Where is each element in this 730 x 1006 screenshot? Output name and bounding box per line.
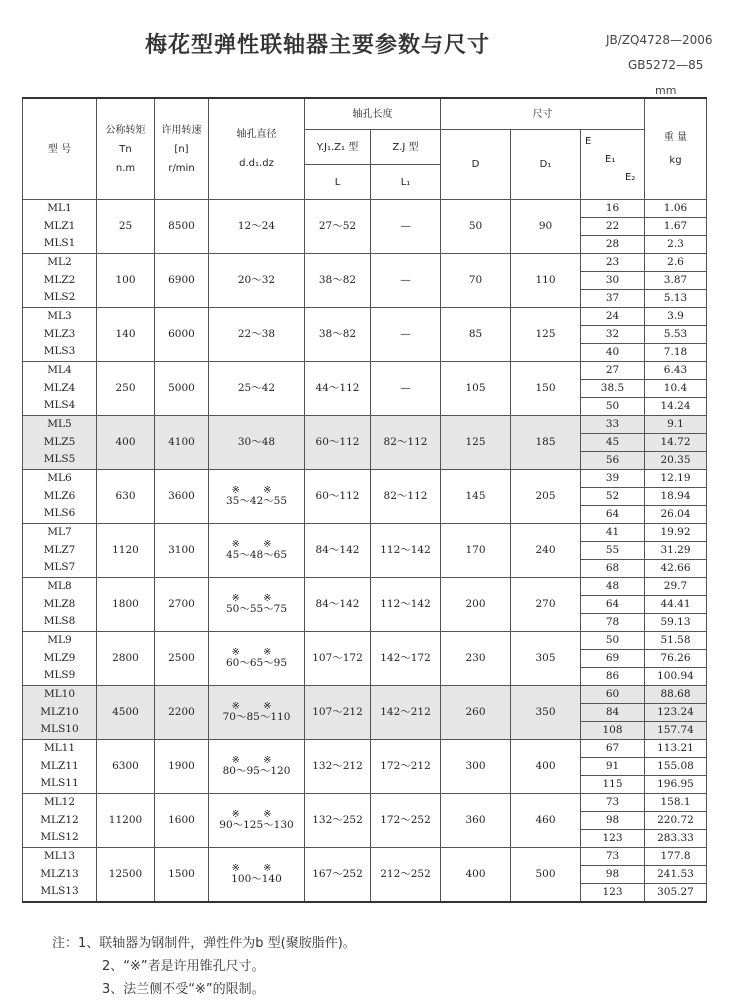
weight-cell: 1.06	[645, 200, 707, 218]
weight-cell: 31.29	[645, 542, 707, 560]
length-l1-cell: 112～142	[371, 578, 441, 632]
table-row	[23, 794, 707, 812]
weight-cell: 2.3	[645, 236, 707, 254]
model-cell: MLS2	[23, 290, 97, 308]
torque-cell: 11200	[97, 794, 155, 848]
dim-e-cell: 50	[581, 398, 645, 416]
dim-d-cell: 145	[441, 470, 511, 524]
length-l-cell: 84～142	[305, 578, 371, 632]
speed-cell: 2500	[155, 632, 209, 686]
dim-e-cell: 98	[581, 866, 645, 884]
weight-cell: 18.94	[645, 488, 707, 506]
spec-table-body	[23, 200, 707, 903]
model-cell: MLS12	[23, 830, 97, 848]
dim-d1-cell: 460	[511, 794, 581, 848]
bore-cell	[209, 794, 305, 848]
weight-cell: 12.19	[645, 470, 707, 488]
model-cell: MLS8	[23, 614, 97, 632]
header-e	[581, 130, 645, 200]
dim-d-cell: 230	[441, 632, 511, 686]
model-cell: ML10	[23, 686, 97, 704]
header-bore-label: 轴孔直径	[236, 129, 277, 140]
dim-e-cell: 73	[581, 794, 645, 812]
dim-e-cell: 115	[581, 776, 645, 794]
table-row	[23, 470, 707, 488]
speed-cell: 8500	[155, 200, 209, 254]
length-l1-cell: 82～112	[371, 416, 441, 470]
weight-cell: 2.6	[645, 254, 707, 272]
dim-d-cell: 50	[441, 200, 511, 254]
length-l1-cell: 172～212	[371, 740, 441, 794]
model-cell: MLS11	[23, 776, 97, 794]
model-cell: MLS7	[23, 560, 97, 578]
dim-e-cell: 69	[581, 650, 645, 668]
weight-cell: 5.53	[645, 326, 707, 344]
weight-cell: 14.24	[645, 398, 707, 416]
dim-e-cell: 108	[581, 722, 645, 740]
model-cell: ML9	[23, 632, 97, 650]
weight-cell: 100.94	[645, 668, 707, 686]
bore-cell: 25～42	[209, 362, 305, 416]
dim-e-cell: 64	[581, 506, 645, 524]
length-l-cell: 60～112	[305, 470, 371, 524]
speed-cell: 3600	[155, 470, 209, 524]
model-cell: ML11	[23, 740, 97, 758]
weight-cell: 44.41	[645, 596, 707, 614]
dim-e-cell: 50	[581, 632, 645, 650]
bore-value: 50～55～75	[225, 603, 288, 616]
weight-cell: 9.1	[645, 416, 707, 434]
header-d1: D₁	[511, 130, 581, 200]
torque-cell: 1120	[97, 524, 155, 578]
model-cell: MLS5	[23, 452, 97, 470]
taper-bore-mark: ※ ※	[231, 539, 282, 551]
model-cell: ML1	[23, 200, 97, 218]
model-cell: MLZ5	[23, 434, 97, 452]
model-cell: ML5	[23, 416, 97, 434]
length-l-cell: 107～212	[305, 686, 371, 740]
bore-cell	[209, 740, 305, 794]
speed-cell: 6900	[155, 254, 209, 308]
weight-cell: 88.68	[645, 686, 707, 704]
standard-code-alt: GB5272—85	[628, 58, 704, 72]
speed-cell: 2700	[155, 578, 209, 632]
header-zj-type: Z.J 型	[371, 130, 441, 165]
standard-code: JB/ZQ4728—2006	[606, 33, 713, 47]
note-2: 2、“※”者是许用锥孔尺寸。	[102, 959, 265, 974]
dim-e-cell: 45	[581, 434, 645, 452]
dim-d1-cell: 150	[511, 362, 581, 416]
header-dimensions: 尺寸	[441, 98, 645, 130]
header-torque-symbol: Tn	[119, 143, 132, 155]
length-l1-cell: 142～212	[371, 686, 441, 740]
torque-cell: 4500	[97, 686, 155, 740]
model-cell: ML8	[23, 578, 97, 596]
model-cell: MLZ7	[23, 542, 97, 560]
dim-e-cell: 52	[581, 488, 645, 506]
speed-cell: 5000	[155, 362, 209, 416]
model-cell: MLZ13	[23, 866, 97, 884]
model-cell: MLS10	[23, 722, 97, 740]
length-l-cell: 132～212	[305, 740, 371, 794]
dim-e-cell: 41	[581, 524, 645, 542]
weight-cell: 6.43	[645, 362, 707, 380]
model-cell: MLZ6	[23, 488, 97, 506]
header-weight-unit: kg	[669, 155, 682, 166]
note-3: 3、法兰侧不受“※”的限制。	[102, 982, 265, 997]
dim-d-cell: 105	[441, 362, 511, 416]
weight-cell: 157.74	[645, 722, 707, 740]
weight-cell: 177.8	[645, 848, 707, 866]
length-l1-cell: 172～252	[371, 794, 441, 848]
weight-cell: 1.67	[645, 218, 707, 236]
dim-d1-cell: 110	[511, 254, 581, 308]
dim-e-cell: 56	[581, 452, 645, 470]
length-l-cell: 38～82	[305, 308, 371, 362]
length-l1-cell: —	[371, 362, 441, 416]
model-cell: MLS9	[23, 668, 97, 686]
table-row	[23, 740, 707, 758]
dim-e-cell: 67	[581, 740, 645, 758]
dim-e-cell: 40	[581, 344, 645, 362]
bore-cell	[209, 632, 305, 686]
weight-cell: 220.72	[645, 812, 707, 830]
bore-cell: 22～38	[209, 308, 305, 362]
length-l-cell: 107～172	[305, 632, 371, 686]
header-l: L	[305, 165, 371, 200]
dim-d-cell: 360	[441, 794, 511, 848]
header-e1-label: E₁	[605, 154, 616, 165]
dim-d1-cell: 240	[511, 524, 581, 578]
header-speed	[155, 98, 209, 200]
header-l1: L₁	[371, 165, 441, 200]
dim-e-cell: 91	[581, 758, 645, 776]
table-row	[23, 416, 707, 434]
weight-cell: 42.66	[645, 560, 707, 578]
dim-d-cell: 70	[441, 254, 511, 308]
dim-e-cell: 39	[581, 470, 645, 488]
model-cell: MLZ4	[23, 380, 97, 398]
length-l-cell: 44～112	[305, 362, 371, 416]
unit-label: mm	[655, 84, 677, 97]
dim-e-cell: 32	[581, 326, 645, 344]
header-weight	[645, 98, 707, 200]
weight-cell: 283.33	[645, 830, 707, 848]
dim-e-cell: 98	[581, 812, 645, 830]
header-e-label: E	[585, 136, 592, 147]
model-cell: ML7	[23, 524, 97, 542]
length-l1-cell: 82～112	[371, 470, 441, 524]
model-cell: MLS6	[23, 506, 97, 524]
weight-cell: 20.35	[645, 452, 707, 470]
bore-cell: 20～32	[209, 254, 305, 308]
dim-e-cell: 123	[581, 884, 645, 903]
speed-cell: 3100	[155, 524, 209, 578]
notes	[52, 932, 356, 1001]
dim-d1-cell: 185	[511, 416, 581, 470]
dim-e-cell: 33	[581, 416, 645, 434]
length-l1-cell: 112～142	[371, 524, 441, 578]
bore-cell: 30～48	[209, 416, 305, 470]
dim-d1-cell: 205	[511, 470, 581, 524]
dim-d-cell: 200	[441, 578, 511, 632]
dim-e-cell: 78	[581, 614, 645, 632]
model-cell: MLZ12	[23, 812, 97, 830]
header-speed-unit: r/min	[168, 162, 195, 174]
model-cell: MLZ9	[23, 650, 97, 668]
bore-cell	[209, 578, 305, 632]
weight-cell: 10.4	[645, 380, 707, 398]
torque-cell: 100	[97, 254, 155, 308]
length-l-cell: 167～252	[305, 848, 371, 903]
taper-bore-mark: ※ ※	[231, 647, 282, 659]
model-cell: ML12	[23, 794, 97, 812]
model-cell: MLZ8	[23, 596, 97, 614]
dim-d-cell: 85	[441, 308, 511, 362]
header-speed-symbol: [n]	[174, 143, 189, 155]
weight-cell: 3.87	[645, 272, 707, 290]
dim-e-cell: 22	[581, 218, 645, 236]
table-row	[23, 362, 707, 380]
taper-bore-mark: ※ ※	[231, 485, 282, 497]
torque-cell: 12500	[97, 848, 155, 903]
dim-e-cell: 86	[581, 668, 645, 686]
speed-cell: 2200	[155, 686, 209, 740]
model-cell: ML6	[23, 470, 97, 488]
header-yj-type: Y.J₁.Z₁ 型	[305, 130, 371, 165]
dim-d1-cell: 125	[511, 308, 581, 362]
model-cell: MLZ1	[23, 218, 97, 236]
dim-e-cell: 48	[581, 578, 645, 596]
dim-e-cell: 68	[581, 560, 645, 578]
bore-value: 45～48～65	[225, 549, 288, 562]
dim-e-cell: 37	[581, 290, 645, 308]
dim-d1-cell: 305	[511, 632, 581, 686]
model-cell: MLS13	[23, 884, 97, 903]
taper-bore-mark: ※ ※	[231, 863, 282, 875]
length-l1-cell: —	[371, 254, 441, 308]
taper-bore-mark: ※ ※	[231, 755, 282, 767]
dim-e-cell: 38.5	[581, 380, 645, 398]
weight-cell: 155.08	[645, 758, 707, 776]
speed-cell: 1600	[155, 794, 209, 848]
bore-value: 35～42～55	[225, 495, 288, 508]
header-d: D	[441, 130, 511, 200]
dim-e-cell: 23	[581, 254, 645, 272]
bore-value: 100～140	[231, 873, 282, 886]
bore-cell	[209, 848, 305, 903]
model-cell: ML2	[23, 254, 97, 272]
bore-cell	[209, 470, 305, 524]
torque-cell: 6300	[97, 740, 155, 794]
header-weight-label: 重 量	[663, 132, 688, 143]
torque-cell: 25	[97, 200, 155, 254]
spec-table	[22, 97, 707, 903]
taper-bore-mark: ※ ※	[231, 701, 282, 713]
length-l1-cell: —	[371, 308, 441, 362]
weight-cell: 113.21	[645, 740, 707, 758]
weight-cell: 29.7	[645, 578, 707, 596]
note-1: 注：1、联轴器为钢制件，弹性件为b 型(聚胺脂件)。	[52, 936, 356, 951]
weight-cell: 158.1	[645, 794, 707, 812]
dim-d-cell: 170	[441, 524, 511, 578]
weight-cell: 59.13	[645, 614, 707, 632]
dim-d-cell: 400	[441, 848, 511, 903]
dim-e-cell: 84	[581, 704, 645, 722]
table-row	[23, 254, 707, 272]
dim-e-cell: 55	[581, 542, 645, 560]
bore-cell	[209, 524, 305, 578]
length-l1-cell: —	[371, 200, 441, 254]
dim-e-cell: 27	[581, 362, 645, 380]
header-bore	[209, 98, 305, 200]
speed-cell: 1500	[155, 848, 209, 903]
weight-cell: 3.9	[645, 308, 707, 326]
header-model: 型 号	[23, 98, 97, 200]
dim-d1-cell: 270	[511, 578, 581, 632]
length-l-cell: 132～252	[305, 794, 371, 848]
dim-e-cell: 28	[581, 236, 645, 254]
taper-bore-mark: ※ ※	[231, 593, 282, 605]
table-row	[23, 524, 707, 542]
model-cell: MLZ10	[23, 704, 97, 722]
weight-cell: 76.26	[645, 650, 707, 668]
torque-cell: 140	[97, 308, 155, 362]
torque-cell: 2800	[97, 632, 155, 686]
model-cell: ML13	[23, 848, 97, 866]
dim-e-cell: 30	[581, 272, 645, 290]
bore-cell: 12～24	[209, 200, 305, 254]
dim-d-cell: 260	[441, 686, 511, 740]
bore-value: 90～125～130	[219, 819, 294, 832]
model-cell: MLS1	[23, 236, 97, 254]
torque-cell: 1800	[97, 578, 155, 632]
model-cell: MLZ3	[23, 326, 97, 344]
weight-cell: 26.04	[645, 506, 707, 524]
torque-cell: 400	[97, 416, 155, 470]
header-shaft-length: 轴孔长度	[305, 98, 441, 130]
header-torque-label: 公称转矩	[105, 124, 146, 136]
length-l-cell: 38～82	[305, 254, 371, 308]
dim-d1-cell: 90	[511, 200, 581, 254]
dim-d1-cell: 400	[511, 740, 581, 794]
table-row	[23, 632, 707, 650]
dim-e-cell: 123	[581, 830, 645, 848]
speed-cell: 1900	[155, 740, 209, 794]
header-torque	[97, 98, 155, 200]
weight-cell: 123.24	[645, 704, 707, 722]
dim-e-cell: 60	[581, 686, 645, 704]
weight-cell: 196.95	[645, 776, 707, 794]
weight-cell: 19.92	[645, 524, 707, 542]
table-row	[23, 308, 707, 326]
dim-d-cell: 300	[441, 740, 511, 794]
table-row	[23, 578, 707, 596]
weight-cell: 14.72	[645, 434, 707, 452]
header-e2-label: E₂	[625, 172, 636, 183]
model-cell: MLZ2	[23, 272, 97, 290]
torque-cell: 630	[97, 470, 155, 524]
speed-cell: 6000	[155, 308, 209, 362]
bore-cell	[209, 686, 305, 740]
dim-d1-cell: 500	[511, 848, 581, 903]
dim-d-cell: 125	[441, 416, 511, 470]
model-cell: MLS3	[23, 344, 97, 362]
table-row	[23, 848, 707, 866]
dim-d1-cell: 350	[511, 686, 581, 740]
page-title: 梅花型弹性联轴器主要参数与尺寸	[145, 33, 491, 58]
header-bore-symbol: d.d₁.dz	[239, 158, 274, 169]
model-cell: MLZ11	[23, 758, 97, 776]
length-l-cell: 60～112	[305, 416, 371, 470]
bore-value: 80～95～120	[222, 765, 291, 778]
weight-cell: 51.58	[645, 632, 707, 650]
table-row	[23, 686, 707, 704]
header-speed-label: 许用转速	[161, 124, 202, 136]
bore-value: 60～65～95	[225, 657, 288, 670]
weight-cell: 7.18	[645, 344, 707, 362]
length-l1-cell: 212～252	[371, 848, 441, 903]
model-cell: ML3	[23, 308, 97, 326]
speed-cell: 4100	[155, 416, 209, 470]
weight-cell: 5.13	[645, 290, 707, 308]
dim-e-cell: 64	[581, 596, 645, 614]
length-l1-cell: 142～172	[371, 632, 441, 686]
bore-value: 70～85～110	[222, 711, 291, 724]
torque-cell: 250	[97, 362, 155, 416]
model-cell: MLS4	[23, 398, 97, 416]
length-l-cell: 27～52	[305, 200, 371, 254]
header-torque-unit: n.m	[115, 162, 136, 174]
dim-e-cell: 16	[581, 200, 645, 218]
weight-cell: 305.27	[645, 884, 707, 903]
table-row	[23, 200, 707, 218]
length-l-cell: 84～142	[305, 524, 371, 578]
dim-e-cell: 73	[581, 848, 645, 866]
model-cell: ML4	[23, 362, 97, 380]
taper-bore-mark: ※ ※	[231, 809, 282, 821]
weight-cell: 241.53	[645, 866, 707, 884]
dim-e-cell: 24	[581, 308, 645, 326]
